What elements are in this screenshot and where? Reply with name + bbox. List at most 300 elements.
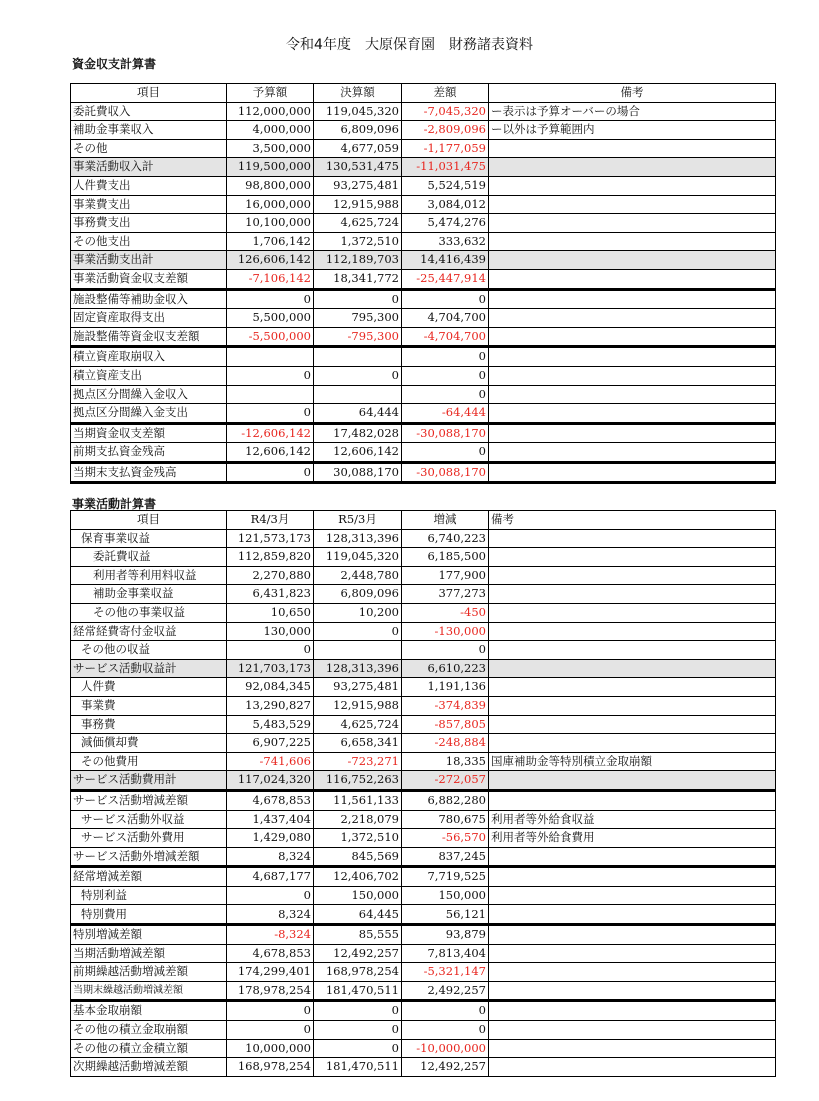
value-cell: -795,300 xyxy=(314,327,402,347)
value-cell: 177,900 xyxy=(402,566,489,585)
value-cell: 1,437,404 xyxy=(227,810,314,829)
note-cell xyxy=(489,529,776,548)
value-cell: 2,448,780 xyxy=(314,566,402,585)
value-cell: -7,045,320 xyxy=(402,102,489,121)
value-cell: 119,045,320 xyxy=(314,548,402,567)
row-label: 事業費 xyxy=(71,696,227,715)
row-label: 委託費収益 xyxy=(71,548,227,567)
row-label: 補助金事業収益 xyxy=(71,585,227,604)
table-row xyxy=(71,585,776,604)
activity-table xyxy=(70,510,776,1077)
value-cell: 2,270,880 xyxy=(227,566,314,585)
page-title: 令和4年度 大原保育園 財務諸表資料 xyxy=(286,37,533,53)
table-row xyxy=(71,195,776,214)
value-cell: 10,000,000 xyxy=(227,1039,314,1058)
row-label: 前期支払資金残高 xyxy=(71,443,227,463)
row-label: 当期資金収支差額 xyxy=(71,423,227,443)
value-cell: 14,416,439 xyxy=(402,251,489,270)
value-cell: 112,859,820 xyxy=(227,548,314,567)
table-row xyxy=(71,176,776,195)
value-cell: 10,100,000 xyxy=(227,214,314,233)
note-cell xyxy=(489,423,776,443)
note-cell xyxy=(489,678,776,697)
table-row xyxy=(71,347,776,367)
table-row xyxy=(71,1058,776,1077)
row-label: サービス活動外増減差額 xyxy=(71,847,227,867)
row-label: 事業活動収入計 xyxy=(71,158,227,177)
note-cell xyxy=(489,696,776,715)
value-cell: 5,524,519 xyxy=(402,176,489,195)
value-cell: -5,321,147 xyxy=(402,963,489,982)
value-cell: 0 xyxy=(227,404,314,424)
value-cell: 56,121 xyxy=(402,905,489,925)
note-cell xyxy=(489,385,776,404)
value-cell: 845,569 xyxy=(314,847,402,867)
value-cell: 93,275,481 xyxy=(314,176,402,195)
value-cell: -248,884 xyxy=(402,734,489,753)
note-cell: 利用者等外給食費用 xyxy=(489,829,776,848)
value-cell: 0 xyxy=(402,366,489,385)
row-label: 補助金事業収入 xyxy=(71,121,227,140)
note-cell xyxy=(489,886,776,905)
section-heading-cash-flow: 資金収支計算書 xyxy=(72,57,157,71)
value-cell: 112,189,703 xyxy=(314,251,402,270)
table-row xyxy=(71,289,776,309)
column-header: R5/3月 xyxy=(314,511,402,530)
table-row xyxy=(71,443,776,463)
value-cell: 18,341,772 xyxy=(314,269,402,289)
note-cell xyxy=(489,462,776,483)
value-cell: -64,444 xyxy=(402,404,489,424)
row-label: その他の積立金積立額 xyxy=(71,1039,227,1058)
value-cell: 4,704,700 xyxy=(402,309,489,328)
row-label: その他 xyxy=(71,139,227,158)
table-row xyxy=(71,1001,776,1021)
value-cell xyxy=(314,641,402,660)
value-cell: 377,273 xyxy=(402,585,489,604)
column-header: 項目 xyxy=(71,84,227,103)
value-cell: 6,431,823 xyxy=(227,585,314,604)
table-row xyxy=(71,158,776,177)
table-row xyxy=(71,752,776,771)
value-cell: 10,650 xyxy=(227,603,314,622)
table-row xyxy=(71,566,776,585)
note-cell xyxy=(489,214,776,233)
row-label: 委託費収入 xyxy=(71,102,227,121)
value-cell: -30,088,170 xyxy=(402,423,489,443)
value-cell: -8,324 xyxy=(227,925,314,945)
table-row xyxy=(71,886,776,905)
note-cell xyxy=(489,847,776,867)
table-row xyxy=(71,829,776,848)
value-cell: 174,299,401 xyxy=(227,963,314,982)
row-label: 人件費支出 xyxy=(71,176,227,195)
note-cell: ー以外は予算範囲内 xyxy=(489,121,776,140)
value-cell: 92,084,345 xyxy=(227,678,314,697)
value-cell: 1,706,142 xyxy=(227,232,314,251)
row-label: サービス活動外収益 xyxy=(71,810,227,829)
value-cell: -857,805 xyxy=(402,715,489,734)
value-cell: -30,088,170 xyxy=(402,462,489,483)
value-cell: 64,445 xyxy=(314,905,402,925)
note-cell xyxy=(489,443,776,463)
note-cell xyxy=(489,251,776,270)
value-cell: 1,429,080 xyxy=(227,829,314,848)
note-cell xyxy=(489,585,776,604)
table-row xyxy=(71,214,776,233)
value-cell: 4,678,853 xyxy=(227,944,314,963)
value-cell: 0 xyxy=(227,886,314,905)
row-label: サービス活動外費用 xyxy=(71,829,227,848)
value-cell: 130,531,475 xyxy=(314,158,402,177)
note-cell xyxy=(489,1021,776,1040)
value-cell: 4,000,000 xyxy=(227,121,314,140)
value-cell: 333,632 xyxy=(402,232,489,251)
value-cell: 8,324 xyxy=(227,847,314,867)
section-heading-activity: 事業活動計算書 xyxy=(72,497,157,511)
row-label: サービス活動増減差額 xyxy=(71,790,227,810)
note-cell xyxy=(489,404,776,424)
note-cell xyxy=(489,790,776,810)
value-cell: 119,500,000 xyxy=(227,158,314,177)
row-label: 施設整備等資金収支差額 xyxy=(71,327,227,347)
row-label: 固定資産取得支出 xyxy=(71,309,227,328)
value-cell: 8,324 xyxy=(227,905,314,925)
value-cell: 11,561,133 xyxy=(314,790,402,810)
note-cell xyxy=(489,269,776,289)
value-cell: 6,185,500 xyxy=(402,548,489,567)
value-cell: 780,675 xyxy=(402,810,489,829)
value-cell: 12,606,142 xyxy=(314,443,402,463)
value-cell: 0 xyxy=(402,347,489,367)
value-cell: -11,031,475 xyxy=(402,158,489,177)
value-cell: -4,704,700 xyxy=(402,327,489,347)
value-cell: 0 xyxy=(227,366,314,385)
table-row xyxy=(71,269,776,289)
table-row xyxy=(71,734,776,753)
row-label: 特別増減差額 xyxy=(71,925,227,945)
row-label: 次期繰越活動増減差額 xyxy=(71,1058,227,1077)
value-cell: -56,570 xyxy=(402,829,489,848)
row-label: サービス活動収益計 xyxy=(71,659,227,678)
table-row xyxy=(71,905,776,925)
note-cell xyxy=(489,905,776,925)
value-cell: 12,915,988 xyxy=(314,195,402,214)
value-cell: 4,678,853 xyxy=(227,790,314,810)
value-cell: 6,610,223 xyxy=(402,659,489,678)
column-header: 項目 xyxy=(71,511,227,530)
table-row xyxy=(71,327,776,347)
header-row xyxy=(71,84,776,103)
value-cell: 4,625,724 xyxy=(314,214,402,233)
value-cell: 112,000,000 xyxy=(227,102,314,121)
table-row xyxy=(71,251,776,270)
value-cell: 126,606,142 xyxy=(227,251,314,270)
value-cell: 12,606,142 xyxy=(227,443,314,463)
note-cell xyxy=(489,867,776,887)
value-cell: -5,500,000 xyxy=(227,327,314,347)
note-cell xyxy=(489,981,776,1001)
value-cell: 121,703,173 xyxy=(227,659,314,678)
cash-flow-table xyxy=(70,83,776,484)
table-row xyxy=(71,529,776,548)
value-cell xyxy=(227,385,314,404)
value-cell: 181,470,511 xyxy=(314,1058,402,1077)
value-cell: 12,406,702 xyxy=(314,867,402,887)
column-header: 備考 xyxy=(489,511,776,530)
column-header: 決算額 xyxy=(314,84,402,103)
value-cell: 0 xyxy=(227,641,314,660)
value-cell: -1,177,059 xyxy=(402,139,489,158)
value-cell: 4,687,177 xyxy=(227,867,314,887)
value-cell: 795,300 xyxy=(314,309,402,328)
table-row xyxy=(71,462,776,483)
note-cell xyxy=(489,1039,776,1058)
value-cell: -374,839 xyxy=(402,696,489,715)
value-cell: 5,483,529 xyxy=(227,715,314,734)
value-cell: 5,500,000 xyxy=(227,309,314,328)
table-row xyxy=(71,366,776,385)
table-row xyxy=(71,548,776,567)
value-cell: 0 xyxy=(314,289,402,309)
table-row xyxy=(71,790,776,810)
value-cell: 0 xyxy=(402,1001,489,1021)
row-label: 積立資産取崩収入 xyxy=(71,347,227,367)
table-row xyxy=(71,641,776,660)
table-row xyxy=(71,139,776,158)
value-cell: 1,372,510 xyxy=(314,232,402,251)
value-cell: -741,606 xyxy=(227,752,314,771)
table-row xyxy=(71,963,776,982)
value-cell: 4,677,059 xyxy=(314,139,402,158)
value-cell: 18,335 xyxy=(402,752,489,771)
note-cell: 利用者等外給食収益 xyxy=(489,810,776,829)
header-row xyxy=(71,511,776,530)
value-cell: 2,492,257 xyxy=(402,981,489,1001)
note-cell xyxy=(489,1001,776,1021)
value-cell: 3,500,000 xyxy=(227,139,314,158)
value-cell: 93,275,481 xyxy=(314,678,402,697)
value-cell: 10,200 xyxy=(314,603,402,622)
row-label: 前期繰越活動増減差額 xyxy=(71,963,227,982)
value-cell: 6,882,280 xyxy=(402,790,489,810)
table-row xyxy=(71,847,776,867)
row-label: 事務費 xyxy=(71,715,227,734)
note-cell xyxy=(489,309,776,328)
value-cell: 150,000 xyxy=(402,886,489,905)
value-cell: 6,740,223 xyxy=(402,529,489,548)
row-label: 施設整備等補助金収入 xyxy=(71,289,227,309)
value-cell: 93,879 xyxy=(402,925,489,945)
table-row xyxy=(71,232,776,251)
value-cell: 0 xyxy=(402,289,489,309)
note-cell xyxy=(489,366,776,385)
value-cell: -272,057 xyxy=(402,771,489,791)
value-cell: 0 xyxy=(314,622,402,641)
note-cell xyxy=(489,925,776,945)
row-label: 減価償却費 xyxy=(71,734,227,753)
row-label: 当期活動増減差額 xyxy=(71,944,227,963)
note-cell xyxy=(489,963,776,982)
value-cell: 117,024,320 xyxy=(227,771,314,791)
value-cell: 0 xyxy=(227,462,314,483)
value-cell: 119,045,320 xyxy=(314,102,402,121)
value-cell: 178,978,254 xyxy=(227,981,314,1001)
note-cell xyxy=(489,771,776,791)
value-cell: 0 xyxy=(227,1001,314,1021)
value-cell: 168,978,254 xyxy=(314,963,402,982)
value-cell: 98,800,000 xyxy=(227,176,314,195)
note-cell xyxy=(489,548,776,567)
table-row xyxy=(71,925,776,945)
note-cell xyxy=(489,158,776,177)
value-cell: 128,313,396 xyxy=(314,529,402,548)
value-cell: 12,492,257 xyxy=(314,944,402,963)
value-cell: 150,000 xyxy=(314,886,402,905)
value-cell: -7,106,142 xyxy=(227,269,314,289)
value-cell: -723,271 xyxy=(314,752,402,771)
value-cell: 17,482,028 xyxy=(314,423,402,443)
note-cell xyxy=(489,289,776,309)
value-cell: 7,719,525 xyxy=(402,867,489,887)
value-cell: 0 xyxy=(227,1021,314,1040)
note-cell xyxy=(489,139,776,158)
value-cell: 16,000,000 xyxy=(227,195,314,214)
column-header: 増減 xyxy=(402,511,489,530)
row-label: 経常増減差額 xyxy=(71,867,227,887)
value-cell: 0 xyxy=(314,1021,402,1040)
table-row xyxy=(71,423,776,443)
value-cell: 0 xyxy=(314,366,402,385)
row-label: その他の積立金取崩額 xyxy=(71,1021,227,1040)
value-cell: 3,084,012 xyxy=(402,195,489,214)
table-row xyxy=(71,1021,776,1040)
value-cell xyxy=(227,347,314,367)
value-cell: 2,218,079 xyxy=(314,810,402,829)
row-label: 拠点区分間繰入金支出 xyxy=(71,404,227,424)
value-cell: 0 xyxy=(402,443,489,463)
value-cell: 13,290,827 xyxy=(227,696,314,715)
row-label: 利用者等利用料収益 xyxy=(71,566,227,585)
value-cell: 1,372,510 xyxy=(314,829,402,848)
table-row xyxy=(71,622,776,641)
table-row xyxy=(71,659,776,678)
table-row xyxy=(71,715,776,734)
value-cell: 121,573,173 xyxy=(227,529,314,548)
row-label: 人件費 xyxy=(71,678,227,697)
row-label: 拠点区分間繰入金収入 xyxy=(71,385,227,404)
value-cell: 64,444 xyxy=(314,404,402,424)
value-cell: 0 xyxy=(227,289,314,309)
value-cell: 0 xyxy=(402,1021,489,1040)
row-label: 経常経費寄付金収益 xyxy=(71,622,227,641)
table-row xyxy=(71,981,776,1001)
note-cell xyxy=(489,659,776,678)
value-cell: 12,915,988 xyxy=(314,696,402,715)
row-label: 当期末繰越活動増減差額 xyxy=(71,981,227,1001)
value-cell: -10,000,000 xyxy=(402,1039,489,1058)
value-cell: -450 xyxy=(402,603,489,622)
note-cell xyxy=(489,347,776,367)
value-cell: 837,245 xyxy=(402,847,489,867)
value-cell: 130,000 xyxy=(227,622,314,641)
column-header: 差額 xyxy=(402,84,489,103)
value-cell: 0 xyxy=(402,385,489,404)
table-row xyxy=(71,309,776,328)
column-header: 備考 xyxy=(489,84,776,103)
row-label: その他の収益 xyxy=(71,641,227,660)
row-label: 当期末支払資金残高 xyxy=(71,462,227,483)
table-row xyxy=(71,771,776,791)
note-cell xyxy=(489,734,776,753)
note-cell xyxy=(489,176,776,195)
value-cell xyxy=(314,347,402,367)
value-cell: 168,978,254 xyxy=(227,1058,314,1077)
row-label: その他支出 xyxy=(71,232,227,251)
value-cell: 1,191,136 xyxy=(402,678,489,697)
row-label: 積立資産支出 xyxy=(71,366,227,385)
table-row xyxy=(71,121,776,140)
value-cell: 12,492,257 xyxy=(402,1058,489,1077)
value-cell: 6,809,096 xyxy=(314,585,402,604)
table-row xyxy=(71,102,776,121)
row-label: その他の事業収益 xyxy=(71,603,227,622)
row-label: サービス活動費用計 xyxy=(71,771,227,791)
value-cell: 7,813,404 xyxy=(402,944,489,963)
table-row xyxy=(71,385,776,404)
note-cell: 国庫補助金等特別積立金取崩額 xyxy=(489,752,776,771)
row-label: 事業費支出 xyxy=(71,195,227,214)
row-label: 特別利益 xyxy=(71,886,227,905)
value-cell: 6,907,225 xyxy=(227,734,314,753)
value-cell: 5,474,276 xyxy=(402,214,489,233)
note-cell xyxy=(489,327,776,347)
table-row xyxy=(71,404,776,424)
row-label: 基本金取崩額 xyxy=(71,1001,227,1021)
note-cell: ー表示は予算オーバーの場合 xyxy=(489,102,776,121)
value-cell: -12,606,142 xyxy=(227,423,314,443)
value-cell: 0 xyxy=(314,1039,402,1058)
value-cell: 85,555 xyxy=(314,925,402,945)
value-cell: 116,752,263 xyxy=(314,771,402,791)
row-label: 事務費支出 xyxy=(71,214,227,233)
value-cell: 6,658,341 xyxy=(314,734,402,753)
note-cell xyxy=(489,195,776,214)
note-cell xyxy=(489,603,776,622)
value-cell: -25,447,914 xyxy=(402,269,489,289)
row-label: 事業活動支出計 xyxy=(71,251,227,270)
note-cell xyxy=(489,232,776,251)
value-cell: -2,809,096 xyxy=(402,121,489,140)
table-row xyxy=(71,810,776,829)
note-cell xyxy=(489,566,776,585)
value-cell: 6,809,096 xyxy=(314,121,402,140)
value-cell: -130,000 xyxy=(402,622,489,641)
row-label: その他費用 xyxy=(71,752,227,771)
value-cell: 181,470,511 xyxy=(314,981,402,1001)
table-row xyxy=(71,678,776,697)
table-row xyxy=(71,603,776,622)
row-label: 事業活動資金収支差額 xyxy=(71,269,227,289)
column-header: R4/3月 xyxy=(227,511,314,530)
column-header: 予算額 xyxy=(227,84,314,103)
value-cell: 30,088,170 xyxy=(314,462,402,483)
value-cell: 4,625,724 xyxy=(314,715,402,734)
table-row xyxy=(71,867,776,887)
row-label: 特別費用 xyxy=(71,905,227,925)
table-row xyxy=(71,696,776,715)
value-cell: 0 xyxy=(314,1001,402,1021)
